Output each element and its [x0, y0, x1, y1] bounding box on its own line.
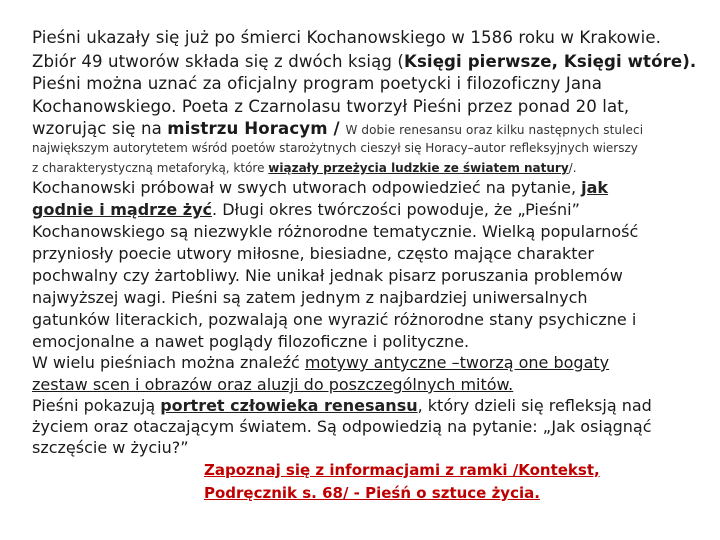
underlined-phrase: zestaw scen i obrazów oraz aluzji do poszczególnych mitów.: [32, 375, 514, 394]
text-line: przyniosły poecie utwory miłosne, biesiadne, często mające charakter: [32, 244, 594, 263]
text-line: godnie i mądrze żyć. Długi okres twórczości powoduje, że „Pieśni”: [32, 200, 580, 219]
text-line: gatunków literackich, pozwalają one wyrazić różnorodne stany psychiczne i: [32, 310, 637, 329]
text-line: Kochanowskiego. Poeta z Czarnolasu tworzył Pieśni przez ponad 20 lat,: [32, 97, 630, 116]
underlined-phrase: portret człowieka renesansu: [160, 396, 418, 415]
text-line: najwyższej wagi. Pieśni są zatem jednym z najbardziej uniwersalnych: [32, 288, 588, 307]
text-line: pochwalny czy żartobliwy. Nie unikał jednak pisarz poruszania problemów: [32, 266, 623, 285]
underlined-phrase: godnie i mądrze żyć: [32, 200, 213, 219]
text-line: Pieśni pokazują portret człowieka renesansu, który dzieli się refleksją nad: [32, 396, 652, 415]
text-line: Pieśni można uznać za oficjalny program poetycki i filozoficzny Jana: [32, 74, 603, 93]
text-line: Pieśni ukazały się już po śmierci Kochanowskiego w 1586 roku w Krakowie.: [32, 28, 662, 47]
text-line: Zbiór 49 utworów składa się z dwóch ksiąg (Księgi pierwsze, Księgi wtóre).: [32, 52, 696, 71]
text-line: Kochanowski próbował w swych utworach odpowiedzieć na pytanie, jak: [32, 178, 609, 197]
text-line-small: z charakterystyczną metaforyką, które wiązały przeżycia ludzkie ze światem natury/.: [32, 161, 577, 175]
text-line-small: największym autorytetem wśród poetów starożytnych cieszył się Horacy–autor refleksyjnych wierszy: [32, 141, 638, 155]
instruction-link[interactable]: Podręcznik s. 68/ - Pieśń o sztuce życia.: [204, 484, 540, 502]
highlight-horacy: mistrzu Horacym: [167, 119, 328, 138]
underlined-phrase: motywy antyczne –tworzą one bogaty: [304, 353, 610, 372]
text-line: W wielu pieśniach można znaleźć motywy antyczne –tworzą one bogaty: [32, 353, 610, 372]
text-line: emocjonalne a nawet poglądy filozoficzne i polityczne.: [32, 332, 470, 351]
text-line: życiem oraz otaczającym światem. Są odpowiedzią na pytanie: „Jak osiągnąć: [32, 417, 652, 436]
text-line: Kochanowskiego są niezwykle różnorodne tematycznie. Wielką popularność: [32, 222, 639, 241]
instruction-link[interactable]: Zapoznaj się z informacjami z ramki /Kontekst,: [204, 461, 600, 479]
text-line: [32, 374, 696, 396]
underlined-phrase: wiązały przeżycia ludzkie ze światem natury: [268, 161, 569, 175]
text-line: szczęście w życiu?”: [32, 438, 189, 457]
text-line: wzorując się na mistrzu Horacym / W dobie renesansu oraz kilku następnych stuleci: [32, 119, 644, 138]
